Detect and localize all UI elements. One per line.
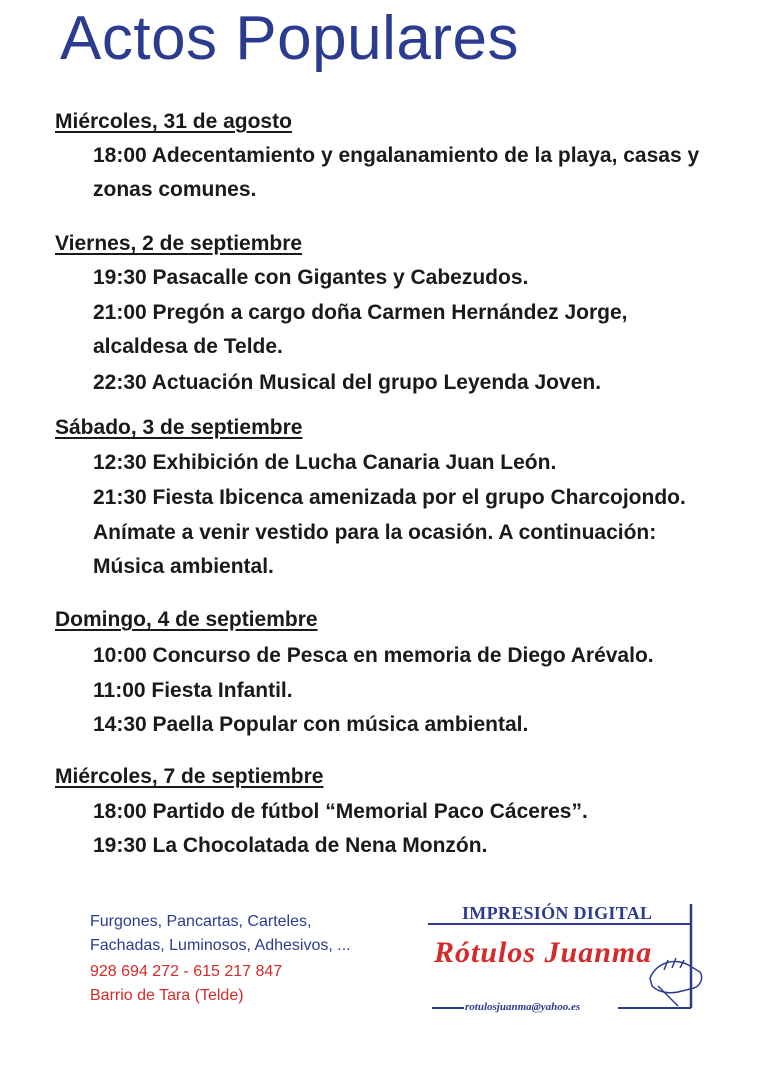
event-line: 22:30 Actuación Musical del grupo Leyenda Joven. [93, 371, 602, 394]
event-line: Anímate a venir vestido para la ocasión. A continuación: [93, 521, 657, 544]
logo-email: rotulosjuanma@yahoo.es [465, 1001, 581, 1013]
event-line: 14:30 Paella Popular con música ambiental. [93, 713, 529, 736]
event-line: 11:00 Fiesta Infantil. [93, 679, 293, 702]
ad-services-line: Fachadas, Luminosos, Adhesivos, ... [90, 937, 351, 954]
event-line: 18:00 Partido de fútbol “Memorial Paco Cáceres”. [93, 800, 588, 823]
day-heading: Miércoles, 7 de septiembre [55, 765, 324, 788]
event-line: 12:30 Exhibición de Lucha Canaria Juan León. [93, 451, 557, 474]
ad-services-line: Furgones, Pancartas, Carteles, [90, 913, 312, 930]
event-line: 21:30 Fiesta Ibicenca amenizada por el grupo Charcojondo. [93, 486, 686, 509]
logo-brand-name: Rótulos Juanma [434, 936, 653, 969]
hand-brush-icon [650, 958, 702, 1006]
event-line: 19:30 Pasacalle con Gigantes y Cabezudos. [93, 266, 529, 289]
day-heading: Sábado, 3 de septiembre [55, 416, 303, 439]
logo-heading: IMPRESIÓN DIGITAL [462, 903, 653, 923]
event-line: zonas comunes. [93, 178, 257, 201]
day-heading: Domingo, 4 de septiembre [55, 608, 318, 631]
ad-phones: 928 694 272 - 615 217 847 [90, 963, 283, 980]
event-line: 18:00 Adecentamiento y engalanamiento de la playa, casas y [93, 144, 700, 167]
event-line: Música ambiental. [93, 555, 274, 578]
event-line: 19:30 La Chocolatada de Nena Monzón. [93, 834, 488, 857]
ad-address: Barrio de Tara (Telde) [90, 987, 244, 1004]
event-line: 21:00 Pregón a cargo doña Carmen Hernández Jorge, [93, 301, 628, 324]
day-heading: Viernes, 2 de septiembre [55, 232, 303, 255]
event-line: 10:00 Concurso de Pesca en memoria de Diego Arévalo. [93, 644, 654, 667]
day-heading: Miércoles, 31 de agosto [55, 110, 292, 133]
page-title: Actos Populares [60, 4, 519, 73]
event-line: alcaldesa de Telde. [93, 335, 283, 358]
